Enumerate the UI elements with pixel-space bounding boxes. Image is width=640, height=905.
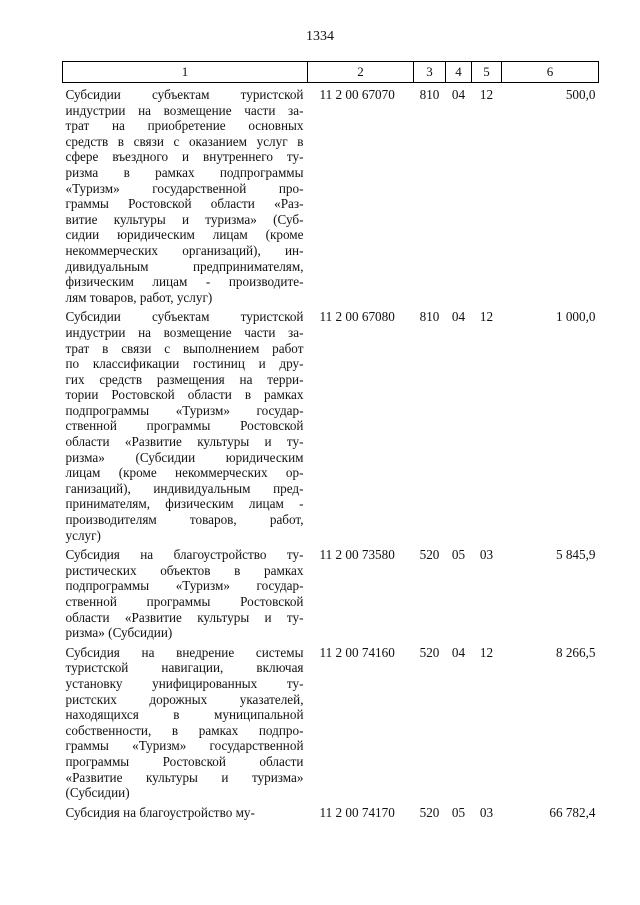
description-line: «Туризм» государственной про- (65, 180, 304, 196)
table-body (63, 83, 599, 825)
description-line: «Развитие культуры и туризма» (65, 769, 304, 785)
row-description (63, 83, 308, 310)
description-line: программы Ростовской области (65, 753, 304, 769)
description-line: ризма» (Субсидии) (65, 625, 173, 641)
description-line: лям товаров, работ, услуг) (65, 289, 213, 305)
row-col-3: 520 (419, 644, 440, 660)
row-amount: 500,0 (565, 87, 596, 102)
row-code: 11 2 00 67080 (319, 309, 395, 325)
budget-table (62, 61, 599, 824)
description-line: подпрограммы «Туризм» государ- (65, 578, 304, 594)
description-line: Субсидия на внедрение системы (65, 644, 304, 660)
row-amount: 66 782,4 (549, 804, 596, 820)
row-col-3: 810 (419, 87, 440, 102)
row-amount: 8 266,5 (555, 644, 596, 660)
row-amount: 1 000,0 (555, 309, 596, 325)
table-row (63, 547, 599, 645)
description-line: индустрии на возмещение части за- (65, 102, 304, 118)
header-col-4: 4 (446, 62, 472, 83)
row-code: 11 2 00 73580 (319, 547, 395, 563)
row-col-3: 810 (419, 309, 440, 325)
description-line: некоммерческих организаций), ин- (65, 242, 304, 258)
header-col-6: 6 (502, 62, 599, 83)
description-line: гих средств размещения на терри- (65, 371, 304, 387)
description-line: услуг) (65, 527, 101, 543)
description-line: установку унифицированных ту- (65, 675, 304, 691)
description-line: лицам (кроме некоммерческих ор- (65, 465, 304, 481)
description-line: туристской навигации, включая (65, 660, 304, 676)
table-row (63, 309, 599, 547)
description-line: ристических объектов в рамках (65, 562, 304, 578)
description-line: Субсидия на благоустройство му- (65, 804, 255, 820)
description-line: подпрограммы «Туризм» государ- (65, 402, 304, 418)
description-line: трат на приобретение основных (65, 118, 304, 134)
description-line: области «Развитие культуры и ту- (65, 434, 304, 450)
description-line: (Субсидии) (65, 785, 130, 801)
row-code: 11 2 00 67070 (319, 87, 395, 102)
row-amount: 5 845,9 (555, 547, 596, 563)
description-line: собственности, в рамках подпро- (65, 722, 304, 738)
description-line: ганизаций), индивидуальным пред- (65, 480, 304, 496)
description-line: граммы Ростовской области «Раз- (65, 196, 304, 212)
description-line: находящихся в муниципальной (65, 707, 304, 723)
description-line: ственной программы Ростовской (65, 418, 304, 434)
row-col-3: 520 (419, 804, 440, 820)
description-line: ризма» (Субсидии юридическим (65, 449, 304, 465)
description-line: ризма в рамках подпрограммы (65, 164, 304, 180)
header-col-2: 2 (308, 62, 414, 83)
row-code: 11 2 00 74170 (319, 804, 395, 820)
description-line: Субсидии субъектам туристской (65, 87, 304, 102)
row-col-4: 05 (451, 547, 466, 563)
description-line: Субсидии субъектам туристской (65, 309, 304, 325)
page-number: 1334 (306, 29, 334, 44)
description-line: сидии юридическим лицам (кроме (65, 227, 304, 243)
description-line: сфере въездного и внутреннего ту- (65, 149, 304, 165)
description-line: области «Развитие культуры и ту- (65, 609, 304, 625)
description-line: граммы «Туризм» государственной (65, 738, 304, 754)
header-col-1: 1 (63, 62, 308, 83)
row-col-4: 05 (451, 804, 466, 820)
row-description (63, 547, 308, 645)
row-description (63, 645, 308, 805)
description-line: трат в связи с выполнением работ (65, 340, 304, 356)
table-row (63, 805, 599, 825)
description-line: дивидуальным предпринимателям, (65, 258, 304, 274)
description-line: по классификации гостиниц и дру- (65, 356, 304, 372)
header-col-3: 3 (414, 62, 446, 83)
description-line: физическим лицам - производите- (65, 274, 304, 290)
description-line: индустрии на возмещение части за- (65, 324, 304, 340)
table-row (63, 83, 599, 310)
description-line: производителям товаров, работ, (65, 512, 304, 528)
description-line: витие культуры и туризма» (Суб- (65, 211, 304, 227)
description-line: средств в связи с оказанием услуг в (65, 133, 304, 149)
header-col-5: 5 (472, 62, 502, 83)
row-col-4: 04 (451, 309, 466, 325)
row-description (63, 309, 308, 547)
row-col-4: 04 (451, 87, 466, 102)
table-header (63, 62, 599, 83)
row-col-5: 03 (479, 804, 494, 820)
description-line: ственной программы Ростовской (65, 594, 304, 609)
row-description (63, 805, 308, 825)
row-col-5: 12 (479, 87, 494, 102)
description-line: принимателям, физическим лицам - (65, 496, 304, 512)
description-line: тории Ростовской области в рамках (65, 387, 304, 403)
row-code: 11 2 00 74160 (319, 644, 395, 660)
row-col-5: 12 (479, 644, 494, 660)
description-line: Субсидия на благоустройство ту- (65, 547, 304, 563)
row-col-3: 520 (419, 547, 440, 563)
row-col-5: 03 (479, 547, 494, 563)
row-col-5: 12 (479, 309, 494, 325)
table-row (63, 645, 599, 805)
description-line: ристских дорожных указателей, (65, 691, 304, 707)
row-col-4: 04 (451, 644, 466, 660)
